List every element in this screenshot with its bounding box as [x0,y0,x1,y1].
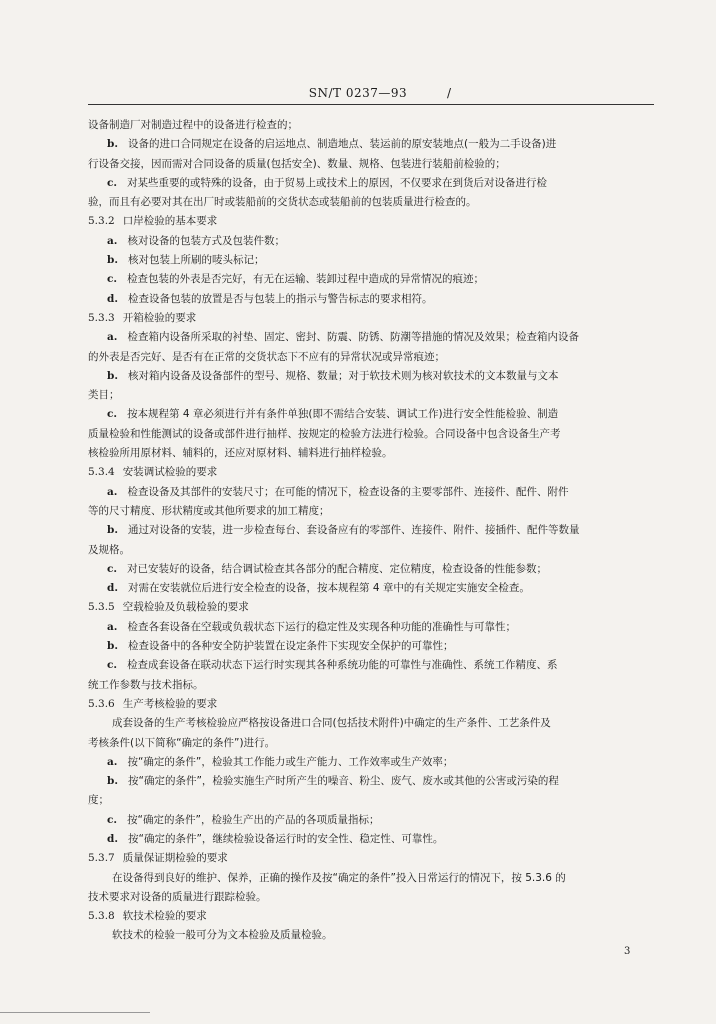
list-item-label: c. [107,408,118,421]
list-item-text: 核对包装上所刷的唛头标记； [128,254,265,267]
list-item-label: c. [107,562,118,575]
section-number: 5.3.2 [88,215,115,228]
list-item [88,251,648,270]
list-item-text: 设备的进口合同规定在设备的启运地点、制造地点、装运前的原安装地点(一般为二手设备)进 [128,138,557,151]
text-line: 的外表是否完好、是否有在正常的交货状态下不应有的异常状况或异常痕迹； [88,350,445,363]
list-item-label: b. [107,254,118,267]
section-title: 口岸检验的基本要求 [122,215,218,228]
list-item [88,270,648,289]
text-line: 等的尺寸精度、形状精度或其他所要求的加工精度； [88,504,330,517]
list-item-text: 检查设备中的各种安全防护装置在设定条件下实现安全保护的可靠性； [128,640,454,653]
list-item-label: d. [107,292,118,305]
text-line: 技术要求对设备的质量进行跟踪检验。 [88,890,267,903]
list-item-label: a. [107,485,118,498]
section-heading [88,309,648,328]
list-item-text: 检查设备包装的放置是否与包装上的指示与警告标志的要求相符。 [128,292,433,305]
text-line: 行设备交接，因而需对合同设备的质量(包括安全)、数量、规格、包装进行装船前检验的； [88,157,506,170]
section-heading [88,463,648,482]
list-item [88,772,648,791]
section-heading [88,212,648,231]
paragraph-line: 成套设备的生产考核检验应严格按设备进口合同(包括技术附件)中确定的生产条件、工艺条件及 [112,717,551,730]
list-item [88,483,648,502]
list-item-text: 检查设备及其部件的安装尺寸；在可能的情况下，检查设备的主要零部件、连接件、配件、附件 [127,485,569,498]
list-item-text: 按“确定的条件”，检验实施生产时所产生的噪音、粉尘、废气、废水或其他的公害或污染的程 [128,775,559,788]
text-line: 度； [88,794,109,807]
text-line: 统工作参数与技术指标。 [88,678,204,691]
list-item-label: a. [107,331,118,344]
section-title: 空载检验及负载检验的要求 [122,601,249,614]
header-rule [88,104,654,105]
scan-edge [0,1012,150,1013]
paragraph-line: 软技术的检验一般可分为文本检验及质量检验。 [112,929,333,942]
section-number: 5.3.4 [88,466,115,479]
list-item [88,830,648,849]
section-number: 5.3.8 [88,910,115,923]
list-item [88,521,648,540]
list-item-label: c. [107,659,118,672]
section-number: 5.3.6 [88,697,115,710]
list-item-label: d. [107,832,118,845]
section-number: 5.3.5 [88,601,115,614]
list-item-label: c. [107,176,118,189]
list-item-label: a. [107,234,118,247]
text-line: 质量检验和性能测试的设备或部件进行抽样、按规定的检验方法进行检验。合同设备中包含设备生产考 [88,427,561,440]
section-heading [88,907,648,926]
list-item-text: 对需在安装就位后进行安全检查的设备，按本规程第 4 章中的有关规定实施安全检查。 [128,582,530,595]
list-item-text: 按“确定的条件”，继续检验设备运行时的安全性、稳定性、可靠性。 [128,832,444,845]
list-item [88,656,648,675]
text-line: 验，而且有必要对其在出厂时或装船前的交货状态或装船前的包装质量进行检查的。 [88,196,477,209]
list-item [88,560,648,579]
list-item-text: 对已安装好的设备，结合调试检查其各部分的配合精度、定位精度，检查设备的性能参数； [127,562,548,575]
section-heading [88,598,648,617]
list-item-label: a. [107,620,118,633]
list-item-label: b. [107,524,118,537]
text-line: 及规格。 [88,543,130,556]
list-item-text: 核对箱内设备及设备部件的型号、规格、数量；对于软技术则为核对软技术的文本数量与文本 [128,369,559,382]
list-item-text: 按本规程第 4 章必须进行并有条件单独(即不需结合安装、调试工作)进行安全性能检验、制造 [127,408,559,421]
list-item-text: 检查包装的外表是否完好，有无在运输、装卸过程中造成的异常情况的痕迹； [127,273,485,286]
list-item [88,579,648,598]
text-line: 类目； [88,389,120,402]
section-number: 5.3.7 [88,852,115,865]
list-item [88,135,648,154]
list-item [88,367,648,386]
list-item-text: 检查各套设备在空载或负载状态下运行的稳定性及实现各种功能的准确性与可靠性； [127,620,516,633]
list-item-label: c. [107,813,118,826]
section-number: 5.3.3 [88,311,115,324]
list-item-text: 对某些重要的或特殊的设备，由于贸易上或技术上的原因，不仅要求在到货后对设备进行检 [127,176,548,189]
list-item-text: 按“确定的条件”，检验其工作能力或生产能力、工作效率或生产效率； [127,755,454,768]
text-line: 核检验所用原材料、辅料的，还应对原材料、辅料进行抽样检验。 [88,447,393,460]
section-title: 质量保证期检验的要求 [122,852,228,865]
section-heading [88,695,648,714]
text-line: 考核条件(以下简称“确定的条件”)进行。 [88,736,276,749]
header-mark: / [447,86,452,100]
section-title: 安装调试检验的要求 [122,466,218,479]
section-heading [88,849,648,868]
text-line: 设备制造厂对制造过程中的设备进行检查的； [88,119,298,131]
list-item [88,174,648,193]
list-item-label: b. [107,775,118,788]
list-item-label: c. [107,273,118,286]
list-item [88,405,648,424]
list-item-text: 核对设备的包装方式及包装件数； [127,234,285,247]
list-item [88,290,648,309]
standard-number: SN/T 0237—93 [308,86,408,100]
list-item [88,637,648,656]
list-item-label: a. [107,755,118,768]
section-title: 开箱检验的要求 [122,311,197,324]
list-item-text: 检查箱内设备所采取的衬垫、固定、密封、防震、防锈、防潮等措施的情况及效果；检查箱内设备 [127,331,579,344]
body-text [88,116,648,946]
section-title: 软技术检验的要求 [122,910,207,923]
list-item [88,811,648,830]
list-item [88,753,648,772]
list-item-text: 检查成套设备在联动状态下运行时实现其各种系统功能的可靠性与准确性、系统工作精度、系 [127,659,558,672]
list-item [88,232,648,251]
section-title: 生产考核检验的要求 [122,697,218,710]
list-item [88,618,648,637]
page-number: 3 [624,946,631,957]
list-item-label: b. [107,640,118,653]
list-item [88,328,648,347]
list-item-text: 按“确定的条件”，检验生产出的产品的各项质量指标； [127,813,380,826]
paragraph-line: 在设备得到良好的维护、保养，正确的操作及按“确定的条件”投入日常运行的情况下，按 5.3.6 的 [112,871,566,884]
list-item-text: 通过对设备的安装，进一步检查每台、套设备应有的零部件、连接件、附件、接插件、配件等数量 [128,524,580,537]
list-item-label: b. [107,138,118,151]
list-item-label: b. [107,369,118,382]
list-item-label: d. [107,582,118,595]
